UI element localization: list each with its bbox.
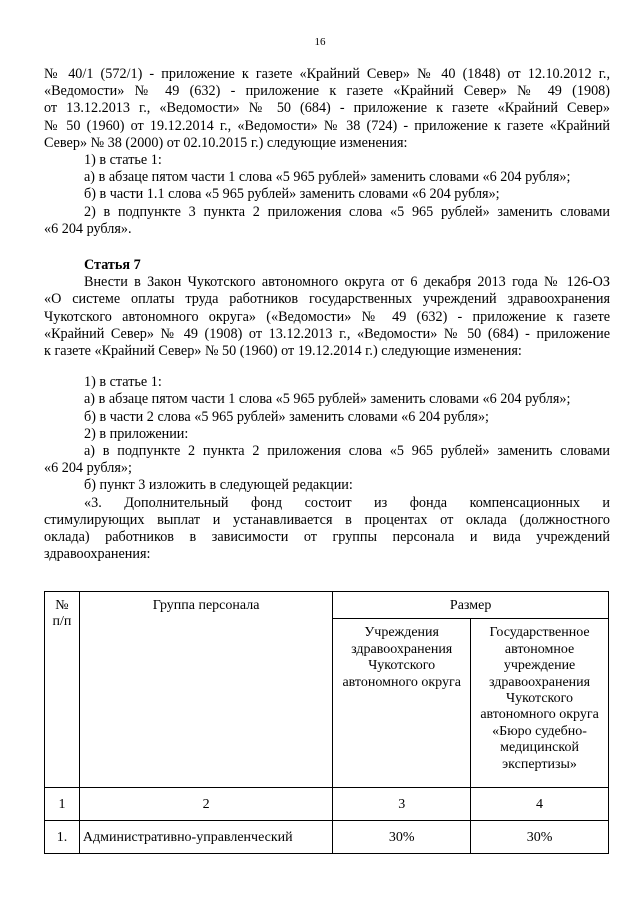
header-size-institutions: Учреждения здравоохранения Чукотского автономного округа	[333, 619, 471, 788]
index-cell: 1	[45, 788, 80, 821]
amendment-line: «6 204 рубля».	[44, 220, 132, 237]
staff-size-table	[44, 591, 609, 854]
amendment-line: б) в части 2 слова «5 965 рублей» заменить словами «6 204 рубля»;	[84, 408, 489, 425]
row-size-bureau: 30%	[471, 821, 609, 854]
index-cell: 3	[333, 788, 471, 821]
amendment-line: 2) в приложении:	[84, 425, 189, 442]
table-row	[45, 821, 609, 854]
row-size-institutions: 30%	[333, 821, 471, 854]
article-line: «Крайний Север» № 49 (1908) от 13.12.2013 г., «Ведомости» № 50 (684) - приложение	[44, 325, 610, 342]
fund-line: оклада) работников в зависимости от группы персонала и вида учреждений	[44, 529, 610, 546]
amendment-line: 1) в статье 1:	[84, 152, 162, 169]
amendment-line: 2) в подпункте 3 пункта 2 приложения слова «5 965 рублей» заменить словами	[84, 203, 610, 220]
amendment-line: «6 204 рубля»;	[44, 460, 132, 477]
page-number: 16	[314, 36, 326, 48]
article-line: к газете «Крайний Север» № 50 (1960) от 19.12.2014 г.) следующие изменения:	[44, 343, 522, 360]
index-cell: 4	[471, 788, 609, 821]
index-cell: 2	[79, 788, 332, 821]
fund-line: здравоохранения:	[44, 546, 151, 563]
header-group: Группа персонала	[79, 592, 332, 788]
amendment-line: а) в подпункте 2 пункта 2 приложения слова «5 965 рублей» заменить словами	[84, 443, 610, 460]
intro-line: № 50 (1960) от 19.12.2014 г., «Ведомости» № 38 (724) - приложение к газете «Крайний	[44, 117, 610, 134]
article-line: Внести в Закон Чукотского автономного округа от 6 декабря 2013 года № 126-ОЗ	[84, 274, 610, 291]
table-header-row	[45, 592, 609, 619]
article-heading: Статья 7	[84, 257, 141, 274]
amendment-line: 1) в статье 1:	[84, 374, 162, 391]
header-number: № п/п	[45, 592, 80, 788]
amendment-line: а) в абзаце пятом части 1 слова «5 965 рублей» заменить словами «6 204 рубля»;	[84, 169, 571, 186]
fund-line: «3. Дополнительный фонд состоит из фонда компенсационных и	[84, 494, 610, 511]
intro-line: № 40/1 (572/1) - приложение к газете «Крайний Север» № 40 (1848) от 12.10.2012 г.,	[44, 66, 610, 82]
header-size: Размер	[333, 592, 609, 619]
intro-line: «Ведомости» № 49 (632) - приложение к газете «Крайний Север» № 49 (1908)	[44, 83, 610, 100]
row-group: Административно-управленческий	[79, 821, 332, 854]
row-number: 1.	[45, 821, 80, 854]
intro-line: от 13.12.2013 г., «Ведомости» № 50 (684) - приложение к газете «Крайний Север»	[44, 100, 610, 117]
table-index-row	[45, 788, 609, 821]
header-size-bureau: Государственное автономное учреждение здравоохранения Чукотского автономного округа «Бюро судебно-медицинской экспертизы»	[471, 619, 609, 788]
amendment-line: б) пункт 3 изложить в следующей редакции:	[84, 477, 353, 494]
amendment-line: б) в части 1.1 слова «5 965 рублей» заменить словами «6 204 рубля»;	[84, 186, 500, 203]
fund-line: стимулирующих выплат и устанавливается в процентах от оклада (должностного	[44, 511, 610, 528]
article-line: «О системе оплаты труда работников государственных учреждений здравоохранения	[44, 291, 610, 308]
intro-line: Север» № 38 (2000) от 02.10.2015 г.) следующие изменения:	[44, 134, 408, 151]
amendment-line: а) в абзаце пятом части 1 слова «5 965 рублей» заменить словами «6 204 рубля»;	[84, 391, 571, 408]
article-line: Чукотского автономного округа» («Ведомости» № 49 (632) - приложение к газете	[44, 308, 610, 325]
document-body	[44, 66, 610, 563]
